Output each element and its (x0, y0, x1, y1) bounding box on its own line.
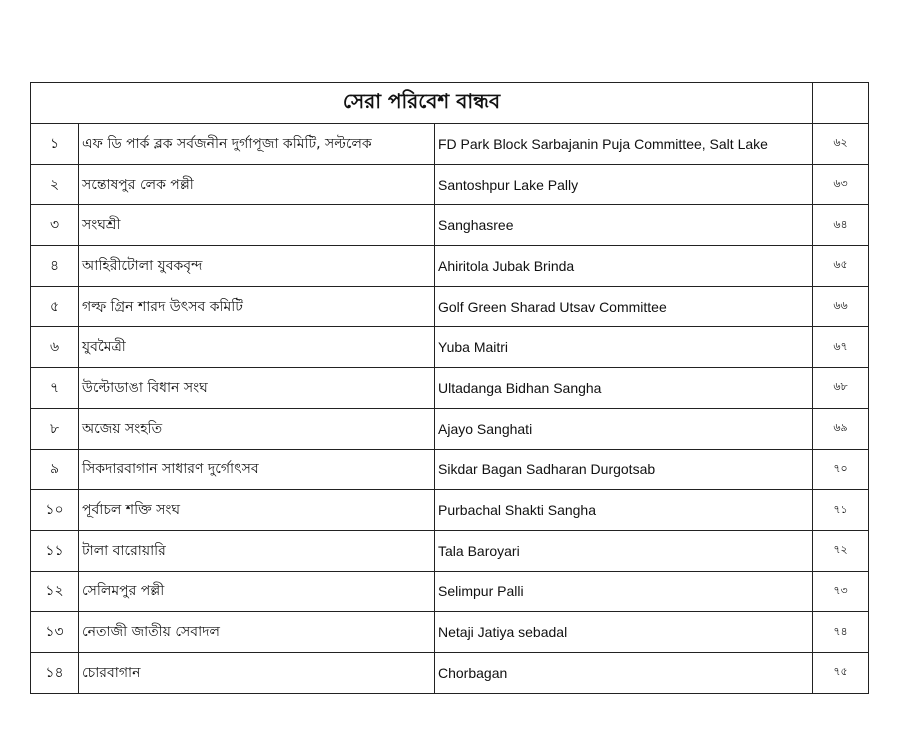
title-empty-cell (813, 83, 869, 124)
serial-number: ১১ (31, 530, 79, 571)
table-row (31, 530, 869, 571)
page-number: ৬৩ (813, 164, 869, 205)
club-name-bengali: টালা বারোয়ারি (79, 530, 435, 571)
club-name-bengali: সন্তোষপুর লেক পল্লী (79, 164, 435, 205)
table-row (31, 449, 869, 490)
club-name-bengali: এফ ডি পার্ক ব্লক সর্বজনীন দুর্গাপূজা কমিটি, সল্টলেক (79, 124, 435, 165)
serial-number: ১২ (31, 571, 79, 612)
table-row (31, 571, 869, 612)
club-name-english: Ahiritola Jubak Brinda (435, 246, 813, 287)
table-row (31, 164, 869, 205)
club-name-english: Chorbagan (435, 652, 813, 693)
serial-number: ৪ (31, 246, 79, 287)
page-number: ৭৫ (813, 652, 869, 693)
serial-number: ৩ (31, 205, 79, 246)
club-name-english: Sanghasree (435, 205, 813, 246)
table-row (31, 652, 869, 693)
page-number: ৬৮ (813, 368, 869, 409)
serial-number: ৫ (31, 286, 79, 327)
page-number: ৬৬ (813, 286, 869, 327)
club-name-english: Ajayo Sanghati (435, 408, 813, 449)
club-name-english: Tala Baroyari (435, 530, 813, 571)
serial-number: ৭ (31, 368, 79, 409)
table-title: সেরা পরিবেশ বান্ধব (31, 83, 813, 124)
page-number: ৭০ (813, 449, 869, 490)
page-number: ৬৯ (813, 408, 869, 449)
page-number: ৭৪ (813, 612, 869, 653)
page-number: ৬৭ (813, 327, 869, 368)
award-table (30, 82, 869, 694)
club-name-english: Yuba Maitri (435, 327, 813, 368)
page-number: ৭১ (813, 490, 869, 531)
club-name-bengali: সংঘশ্রী (79, 205, 435, 246)
table-row (31, 612, 869, 653)
serial-number: ৯ (31, 449, 79, 490)
club-name-english: Santoshpur Lake Pally (435, 164, 813, 205)
club-name-bengali: যুবমৈত্রী (79, 327, 435, 368)
serial-number: ১৩ (31, 612, 79, 653)
club-name-bengali: নেতাজী জাতীয় সেবাদল (79, 612, 435, 653)
club-name-english: Selimpur Palli (435, 571, 813, 612)
table-row (31, 327, 869, 368)
page-number: ৭২ (813, 530, 869, 571)
table-row (31, 286, 869, 327)
club-name-bengali: গল্ফ গ্রিন শারদ উৎসব কমিটি (79, 286, 435, 327)
page-number: ৭৩ (813, 571, 869, 612)
club-name-english: Sikdar Bagan Sadharan Durgotsab (435, 449, 813, 490)
serial-number: ১৪ (31, 652, 79, 693)
table-row (31, 246, 869, 287)
club-name-english: Purbachal Shakti Sangha (435, 490, 813, 531)
club-name-english: Netaji Jatiya sebadal (435, 612, 813, 653)
club-name-bengali: অজেয় সংহতি (79, 408, 435, 449)
table-row (31, 408, 869, 449)
club-name-bengali: আহিরীটোলা যুবকবৃন্দ (79, 246, 435, 287)
club-name-bengali: পূর্বাচল শক্তি সংঘ (79, 490, 435, 531)
serial-number: ১০ (31, 490, 79, 531)
table-row (31, 205, 869, 246)
club-name-bengali: উল্টোডাঙা বিধান সংঘ (79, 368, 435, 409)
serial-number: ২ (31, 164, 79, 205)
table-row (31, 490, 869, 531)
club-name-english: Golf Green Sharad Utsav Committee (435, 286, 813, 327)
serial-number: ৮ (31, 408, 79, 449)
table-row (31, 368, 869, 409)
serial-number: ৬ (31, 327, 79, 368)
table-title-row (31, 83, 869, 124)
page-number: ৬৫ (813, 246, 869, 287)
club-name-english: FD Park Block Sarbajanin Puja Committee, Salt Lake (435, 124, 813, 165)
table-row (31, 124, 869, 165)
page-number: ৬৪ (813, 205, 869, 246)
page-number: ৬২ (813, 124, 869, 165)
club-name-bengali: চোরবাগান (79, 652, 435, 693)
club-name-english: Ultadanga Bidhan Sangha (435, 368, 813, 409)
serial-number: ১ (31, 124, 79, 165)
club-name-bengali: সিকদারবাগান সাধারণ দুর্গোৎসব (79, 449, 435, 490)
club-name-bengali: সেলিমপুর পল্লী (79, 571, 435, 612)
